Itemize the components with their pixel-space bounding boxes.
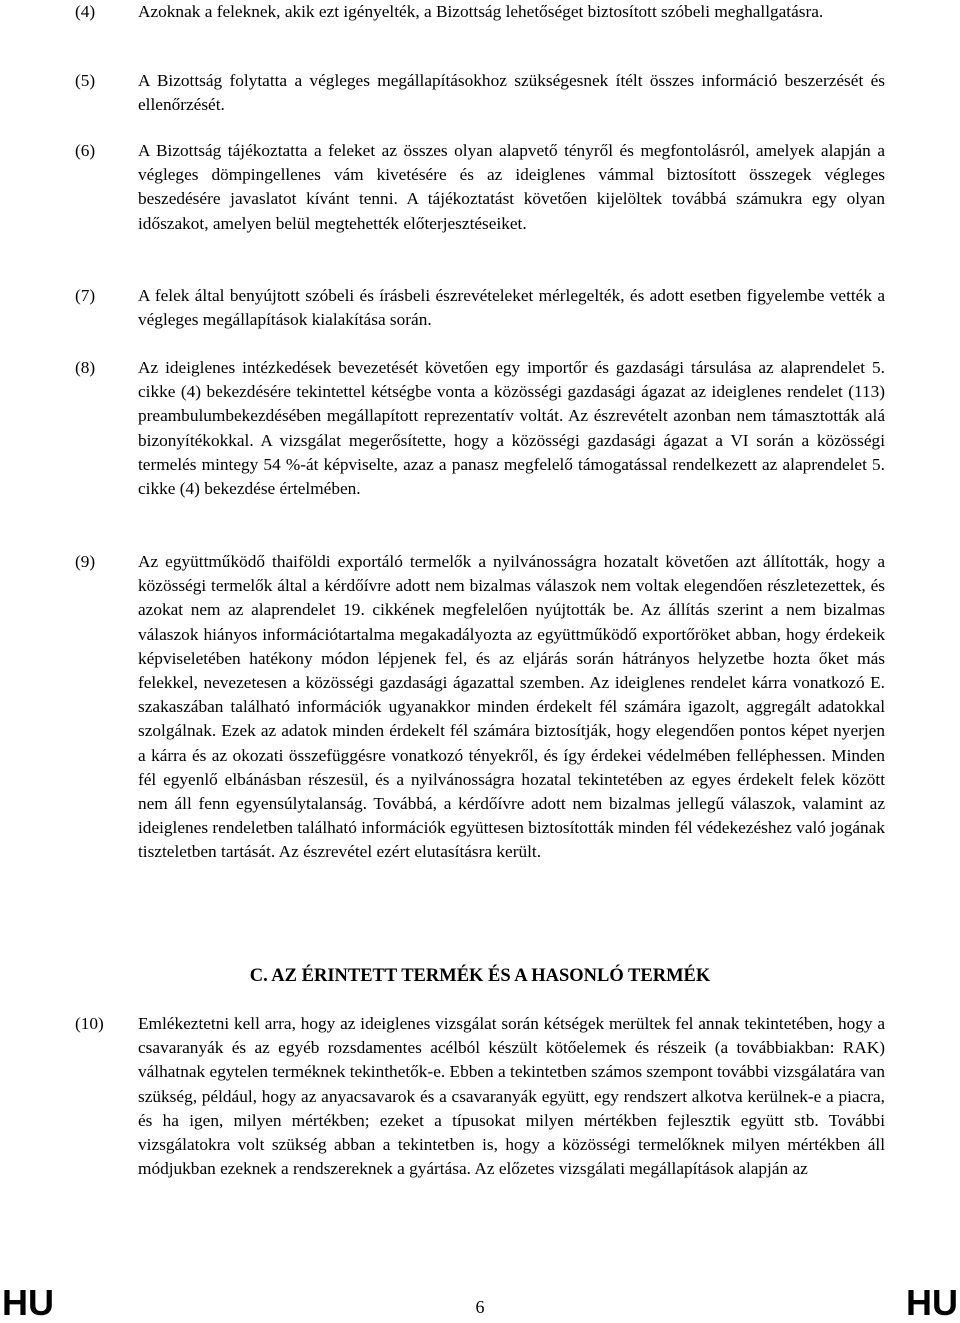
paragraph-number: (5) (75, 71, 96, 90)
paragraph-text: Az együttműködő thaiföldi exportáló termelők a nyilvánosságra hozatalt követően azt állították, hogy a közösségi termelők által a kérdőívre adott nem bizalmas válaszok nem voltak elegendően részletezettek, és azokat nem az alaprendelet 19. cikkének megfelelően nyújtották be. Az állítás szerint a nem bizalmas válaszok hiányos információtartalma megakadályozta az együttműködő exportőröket abban, hogy érdekeik képviseletében hatékony módon lépjenek fel, és az eljárás során hátrányos helyzetbe hozta őket más felekkel, nevezetesen a közösségi gazdasági ágazattal szemben. Az ideiglenes rendelet kárra vonatkozó E. szakaszában található információk ugyanakkor minden érdekelt fél számára igazolt, aggregált adatokkal szolgálnak. Ezek az adatok minden érdekelt fél számára biztosítják, hogy elegendően pontos képet nyerjen a kárra és az okozati összefüggésre vonatkozó tényekről, és így érdekei védelmében felléphessen. Minden fél egyenlő elbánásban részesül, és a nyilvánosságra hozatal tekintetében az egyes érdekelt felek között nem áll fenn egyensúlytalanság. Továbbá, a kérdőívre adott nem bizalmas jellegű válaszok, valamint az ideiglenes rendeletben található információk együttesen biztosították minden fél védekezéshez való jogának tiszteletben tartását. Az észrevétel ezért elutasításra került. (138, 552, 885, 862)
paragraph-text: Az ideiglenes intézkedések bevezetését követően egy importőr és gazdasági társulása az alaprendelet 5. cikke (4) bekezdésére tekintettel kétségbe vonta a közösségi gazdasági ágazat az ideiglenes rendelet (113) preambulumbekezdésében megállapított reprezentatív voltát. Az észrevételt azonban nem támasztották alá bizonyítékokkal. A vizsgálat megerősítette, hogy a közösségi gazdasági ágazat a VI során a közösségi termelés mintegy 54 %-át képviselte, azaz a panasz megfelelő támogatással rendelkezett az alaprendelet 5. cikke (4) bekezdése értelmében. (138, 358, 885, 499)
paragraph-10 (75, 1012, 885, 1181)
paragraph-7 (75, 284, 885, 332)
paragraph-5 (75, 69, 885, 117)
paragraph-6 (75, 139, 885, 236)
paragraph-number: (9) (75, 552, 96, 571)
section-heading: C. AZ ÉRINTETT TERMÉK ÉS A HASONLÓ TERMÉK (249, 966, 711, 986)
paragraph-number: (10) (75, 1014, 104, 1033)
page-number: 6 (475, 1297, 485, 1317)
language-code-right: HU (906, 1282, 958, 1323)
paragraph-8 (75, 356, 885, 501)
paragraph-text: Azoknak a feleknek, akik ezt igényelték, a Bizottság lehetőséget biztosított szóbeli meghallgatásra. (138, 2, 824, 21)
paragraph-text: A Bizottság folytatta a végleges megállapításokhoz szükségesnek ítélt összes információ beszerzését és ellenőrzését. (138, 71, 885, 115)
paragraph-number: (7) (75, 286, 96, 305)
paragraph-text: A felek által benyújtott szóbeli és írásbeli észrevételeket mérlegelték, és adott esetben figyelembe vették a végleges megállapítások kialakítása során. (138, 286, 885, 330)
paragraph-text: Emlékeztetni kell arra, hogy az ideiglenes vizsgálat során kétségek merültek fel annak tekintetében, hogy a csavaranyák és az egyéb rozsdamentes acélból készült kötőelemek és részeik (a továbbiakban: RAK) válhatnak egytelen terméknek tekinthetők-e. Ebben a tekintetben számos szempont további vizsgálatára van szükség, például, hogy az anyacsavarok és a csavaranyák együtt, egy rendszert alkotva kerülnek-e a piacra, és ha igen, milyen mértékben; ezeket a típusokat milyen mértékben fejlesztik együtt stb. További vizsgálatokra volt szükség abban a tekintetben is, hogy a közösségi termelőknek milyen mértékben áll módjukban ezeknek a rendszereknek a gyártása. Az előzetes vizsgálati megállapítások alapján az (138, 1014, 885, 1179)
paragraph-text: A Bizottság tájékoztatta a feleket az összes olyan alapvető tényről és megfontolásról, amelyek alapján a végleges dömpingellenes vám kivetésére és az ideiglenes vámmal biztosított összegek végleges beszedésére javaslatot kívánt tenni. A tájékoztatást követően kijelöltek továbbá számukra egy olyan időszakot, amelyen belül megtehették előterjesztéseiket. (138, 141, 885, 233)
language-code-left: HU (2, 1282, 54, 1323)
paragraph-number: (8) (75, 358, 96, 377)
paragraph-4 (75, 0, 885, 24)
paragraph-number: (4) (75, 2, 96, 21)
paragraph-9 (75, 550, 885, 865)
paragraph-number: (6) (75, 141, 96, 160)
